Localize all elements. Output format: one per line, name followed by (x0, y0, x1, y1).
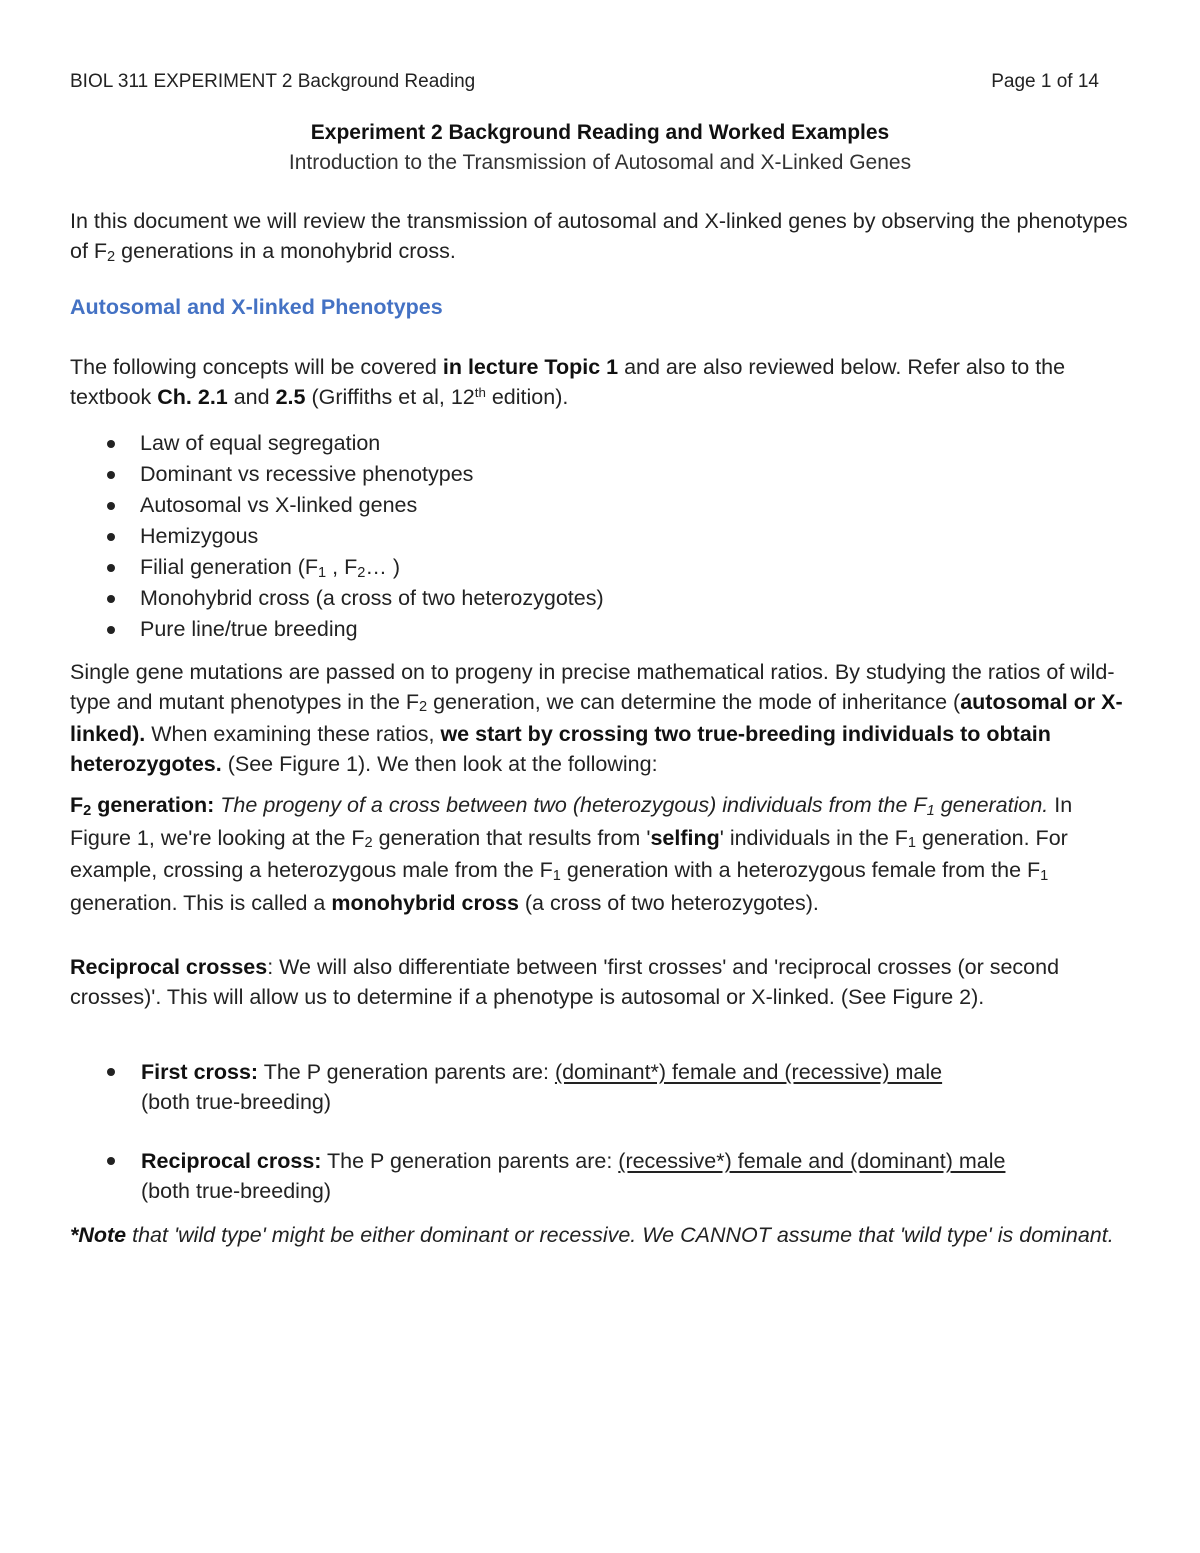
intro-paragraph: In this document we will review the transmission of autosomal and X-linked genes by observing the phenotypes of F2 generations in a monohybrid cross. (70, 209, 1128, 265)
concepts-list (70, 429, 604, 646)
list-item: Hemizygous (70, 522, 604, 553)
f2-generation-paragraph: F2 generation: The progeny of a cross between two (heterozygous) individuals from the F1 generation. In Figure 1, we're looking at the F2 generation that results from 'selfing' individuals in the F1 generation. For example, crossing a heterozygous male from the F1 generation with a heterozygous female from the F1 generation. This is called a monohybrid cross (a cross of two heterozygotes). (70, 793, 1073, 915)
section-heading: Autosomal and X-linked Phenotypes (70, 295, 443, 319)
list-item: Pure line/true breeding (70, 615, 604, 646)
document-title: Experiment 2 Background Reading and Worked Examples (310, 121, 890, 144)
list-item: Filial generation (F1 , F2… ) (70, 553, 604, 584)
document-subtitle: Introduction to the Transmission of Autosomal and X-Linked Genes (288, 151, 912, 174)
running-header-title: BIOL 311 EXPERIMENT 2 Background Reading (70, 71, 476, 92)
reciprocal-crosses-paragraph: Reciprocal crosses: We will also differentiate between 'first crosses' and 'reciprocal crosses (or second crosses)'. This will allow us to determine if a phenotype is autosomal or X-linked. (See Figure 2). (70, 955, 1060, 1009)
list-item: Reciprocal cross: The P generation parents are: (recessive*) female and (dominant) male (both true-breeding) (70, 1146, 1135, 1206)
wild-type-note: *Note that 'wild type' might be either dominant or recessive. We CANNOT assume that 'wild type' is dominant. (70, 1223, 1114, 1247)
list-item: Law of equal segregation (70, 429, 604, 460)
first-cross-list (70, 1057, 1135, 1117)
single-gene-paragraph: Single gene mutations are passed on to progeny in precise mathematical ratios. By studying the ratios of wild-type and mutant phenotypes in the F2 generation, we can determine the mode of inheritance (autosomal or X-linked). When examining these ratios, we start by crossing two true-breeding individuals to obtain heterozygotes. (See Figure 1). We then look at the following: (70, 660, 1123, 776)
concepts-intro-paragraph: The following concepts will be covered in lecture Topic 1 and are also reviewed below. Refer also to the textbook Ch. 2.1 and 2.5 (Griffiths et al, 12th edition). (70, 355, 1066, 409)
list-item: Autosomal vs X-linked genes (70, 491, 604, 522)
list-item: Monohybrid cross (a cross of two heterozygotes) (70, 584, 604, 615)
list-item: Dominant vs recessive phenotypes (70, 460, 604, 491)
page-number: Page 1 of 14 (991, 71, 1099, 92)
reciprocal-cross-list (70, 1146, 1135, 1206)
list-item: First cross: The P generation parents are: (dominant*) female and (recessive) male (both true-breeding) (70, 1057, 1135, 1117)
